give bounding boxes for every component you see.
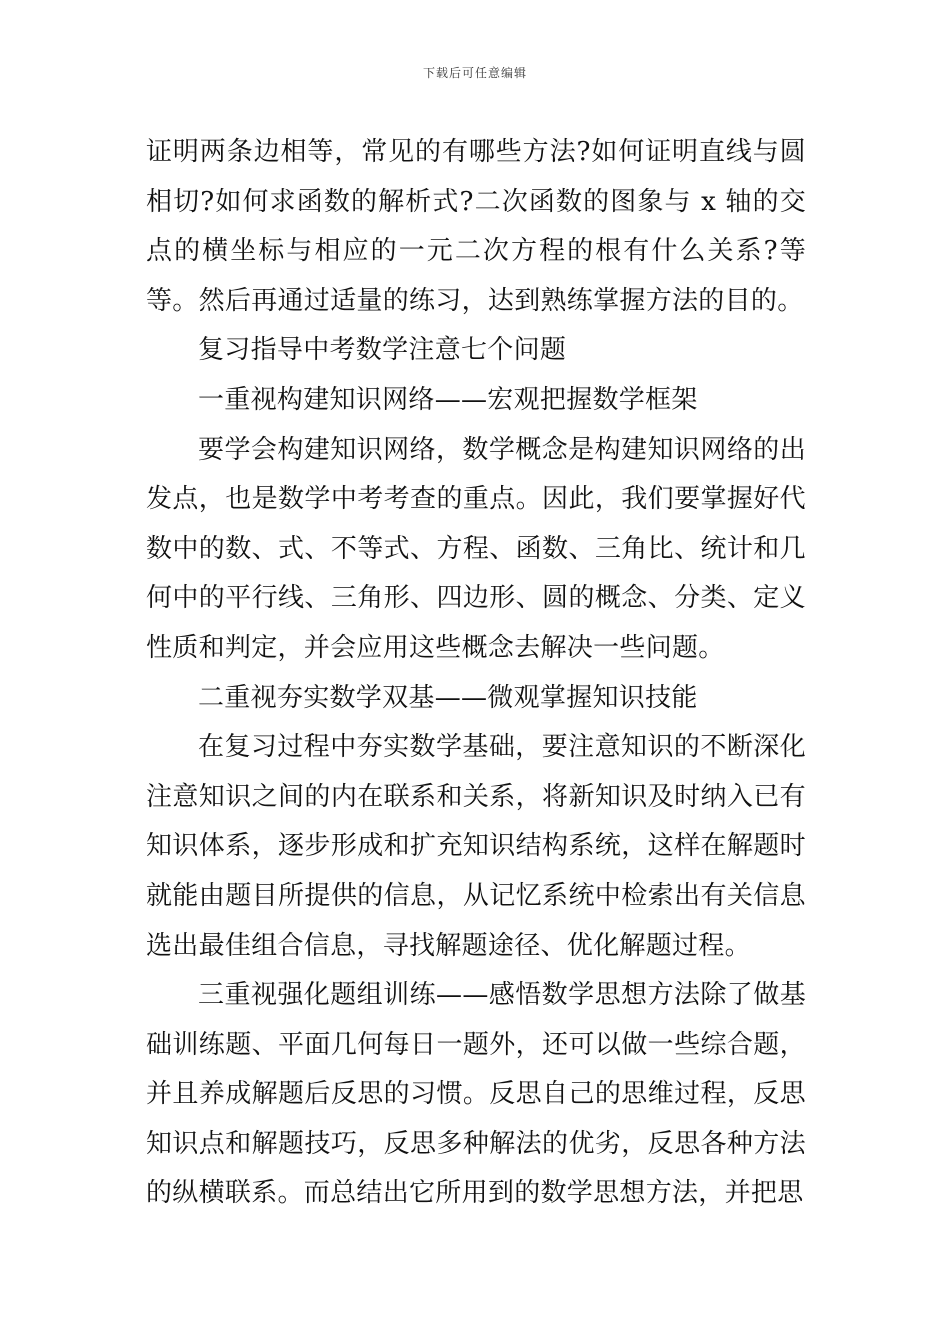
page-header-note: 下载后可任意编辑	[422, 66, 527, 80]
section-heading-seven-issues: 复习指导中考数学注意七个问题	[198, 335, 567, 366]
document-body	[146, 128, 806, 1219]
paragraph-foundations: 在复习过程中夯实数学基础，要注意知识的不断深化注意知识之间的内在联系和关系，将新知识及时纳入已有知识体系，逐步形成和扩充知识结构系统，这样在解题时就能由题目所提供的信息，从记忆系统中检索出有关信息选出最佳组合信息，寻找解题途径、优化解题过程。	[146, 732, 806, 961]
paragraph-section-3: 三重视强化题组训练——感悟数学思想方法除了做基础训练题、平面几何每日一题外，还可以做一些综合题，并且养成解题后反思的习惯。反思自己的思维过程，反思知识点和解题技巧，反思多种解法的优劣，反思各种方法的纵横联系。而总结出它所用到的数学思想方法，并把思	[146, 980, 806, 1209]
paragraph-1: 证明两条边相等，常见的有哪些方法?如何证明直线与圆相切?如何求函数的解析式?二次函数的图象与 x 轴的交点的横坐标与相应的一元二次方程的根有什么关系?等等。然后再通过适量的练习，达到熟练掌握方法的目的。	[146, 137, 806, 316]
paragraph-knowledge-network: 要学会构建知识网络，数学概念是构建知识网络的出发点，也是数学中考考查的重点。因此，我们要掌握好代数中的数、式、不等式、方程、函数、三角比、统计和几何中的平行线、三角形、四边形、圆的概念、分类、定义性质和判定，并会应用这些概念去解决一些问题。	[146, 434, 806, 663]
section-heading-1: 一重视构建知识网络——宏观把握数学框架	[198, 384, 698, 415]
section-heading-2: 二重视夯实数学双基——微观掌握知识技能	[198, 682, 698, 713]
